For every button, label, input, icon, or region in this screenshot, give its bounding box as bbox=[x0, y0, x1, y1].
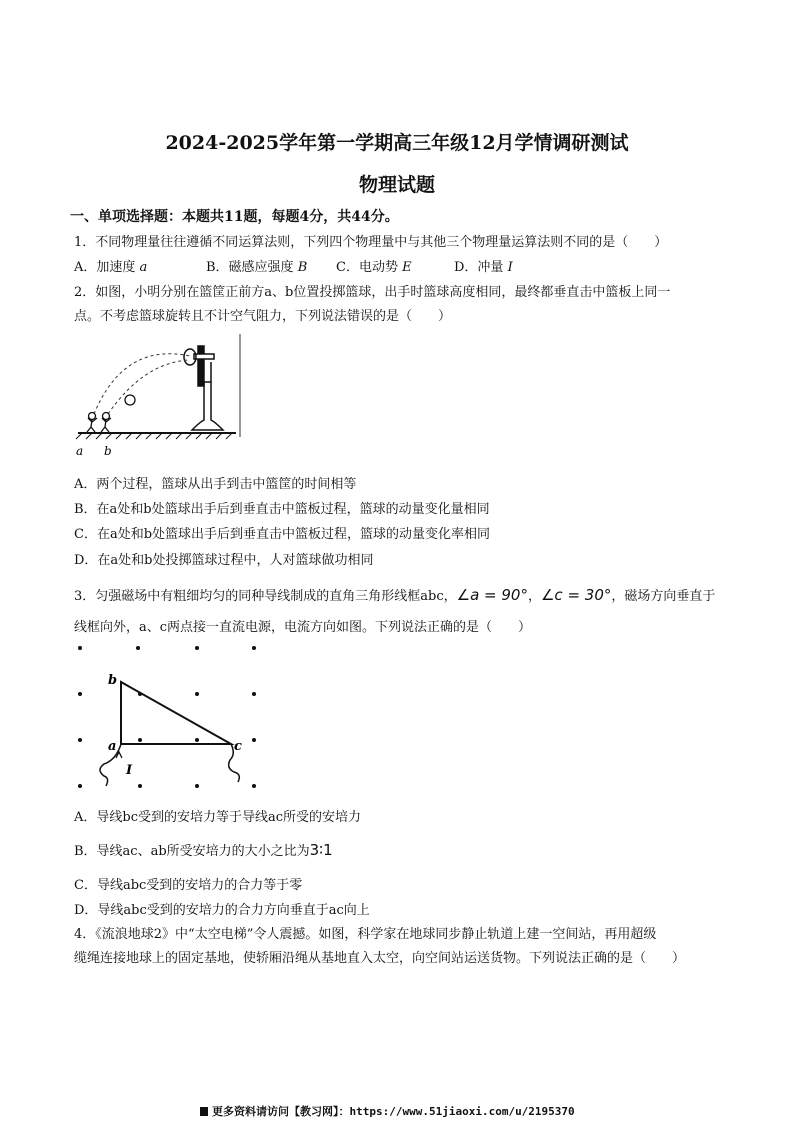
q3-magnetic-field-figure bbox=[74, 640, 284, 800]
q3-option-c: C．导线abc受到的安培力的合力等于零 bbox=[74, 878, 303, 893]
q1-option-c: C．电动势 E bbox=[336, 260, 412, 275]
label-a: a bbox=[76, 444, 84, 458]
q1-option-a: A．加速度 a bbox=[74, 260, 148, 275]
q2-stem-line1: 2．如图，小明分别在篮筐正前方a、b位置投掷篮球，出手时篮球高度相同，最终都垂直击中篮板上同一 bbox=[74, 285, 671, 300]
q2-basketball-figure bbox=[74, 332, 244, 460]
q2-option-c: C．在a处和b处篮球出手后到垂直击中篮板过程，篮球的动量变化率相同 bbox=[74, 527, 491, 542]
current-label: I bbox=[126, 763, 133, 778]
trajectory-a bbox=[94, 354, 190, 414]
q2-option-b: B．在a处和b处篮球出手后到垂直击中篮板过程，篮球的动量变化量相同 bbox=[74, 502, 490, 517]
q3-option-d: D．导线abc受到的安培力的合力方向垂直于ac向上 bbox=[74, 903, 370, 918]
q2-option-d: D．在a处和b处投掷篮球过程中，人对篮球做功相同 bbox=[74, 553, 374, 568]
flag-icon bbox=[200, 1107, 208, 1116]
q1-option-d: D．冲量 I bbox=[454, 260, 513, 275]
paper-subtitle: 物理试题 bbox=[358, 174, 435, 196]
q1-option-b: B．磁感应强度 B bbox=[206, 260, 308, 275]
q3-option-a: A．导线bc受到的安培力等于导线ac所受的安培力 bbox=[74, 810, 362, 825]
vertex-c-label: c bbox=[234, 739, 242, 754]
ball bbox=[125, 395, 135, 405]
q4-stem-line1: 4．《流浪地球2》中“太空电梯”令人震撼。如图，科学家在地球同步静止轨道上建一空间站，再用超级 bbox=[74, 927, 657, 942]
angle-a-formula: ∠a = 90° bbox=[456, 586, 528, 604]
vertex-b-label: b bbox=[108, 673, 118, 688]
q2-stem-line2: 点。不考虑篮球旋转且不计空气阻力，下列说法错误的是（ ） bbox=[74, 309, 452, 324]
triangle-frame bbox=[121, 682, 231, 744]
section-heading: 一、单项选择题：本题共11题，每题4分，共44分。 bbox=[70, 209, 399, 225]
trajectory-b bbox=[108, 360, 190, 414]
vertex-a-label: a bbox=[108, 739, 117, 754]
exam-title: 2024-2025学年第一学期高三年级12月学情调研测试 bbox=[165, 132, 629, 154]
basket-stand bbox=[192, 346, 223, 430]
q3-stem-line2: 线框向外，a、c两点接一直流电源，电流方向如图。下列说法正确的是（ ） bbox=[74, 620, 532, 635]
ratio-formula: 3∶1 bbox=[309, 841, 333, 859]
player-a bbox=[87, 413, 97, 433]
q4-stem-line2: 缆绳连接地球上的固定基地，使轿厢沿绳从基地直入太空，向空间站运送货物。下列说法正确的是（ ） bbox=[74, 951, 686, 966]
player-b bbox=[101, 413, 111, 433]
angle-c-formula: ∠c = 30° bbox=[540, 586, 612, 604]
q3-stem-line1: 3．匀强磁场中有粗细均匀的同种导线制成的直角三角形线框abc，∠a = 90°，∠c = 30°，磁场方向垂直于 bbox=[74, 586, 716, 604]
label-b: b bbox=[104, 444, 112, 458]
q1-options bbox=[74, 256, 513, 275]
q1-stem: 1．不同物理量往往遵循不同运算法则，下列四个物理量中与其他三个物理量运算法则不同的是（ ） bbox=[74, 235, 668, 250]
q3-option-b: B．导线ac、ab所受安培力的大小之比为3∶1 bbox=[74, 841, 333, 859]
footer-link[interactable]: 更多资料请访问【教习网】：https://www.51jiaoxi.com/u/2195370 bbox=[200, 1103, 575, 1119]
q2-option-a: A．两个过程，篮球从出手到击中篮筐的时间相等 bbox=[74, 477, 357, 492]
